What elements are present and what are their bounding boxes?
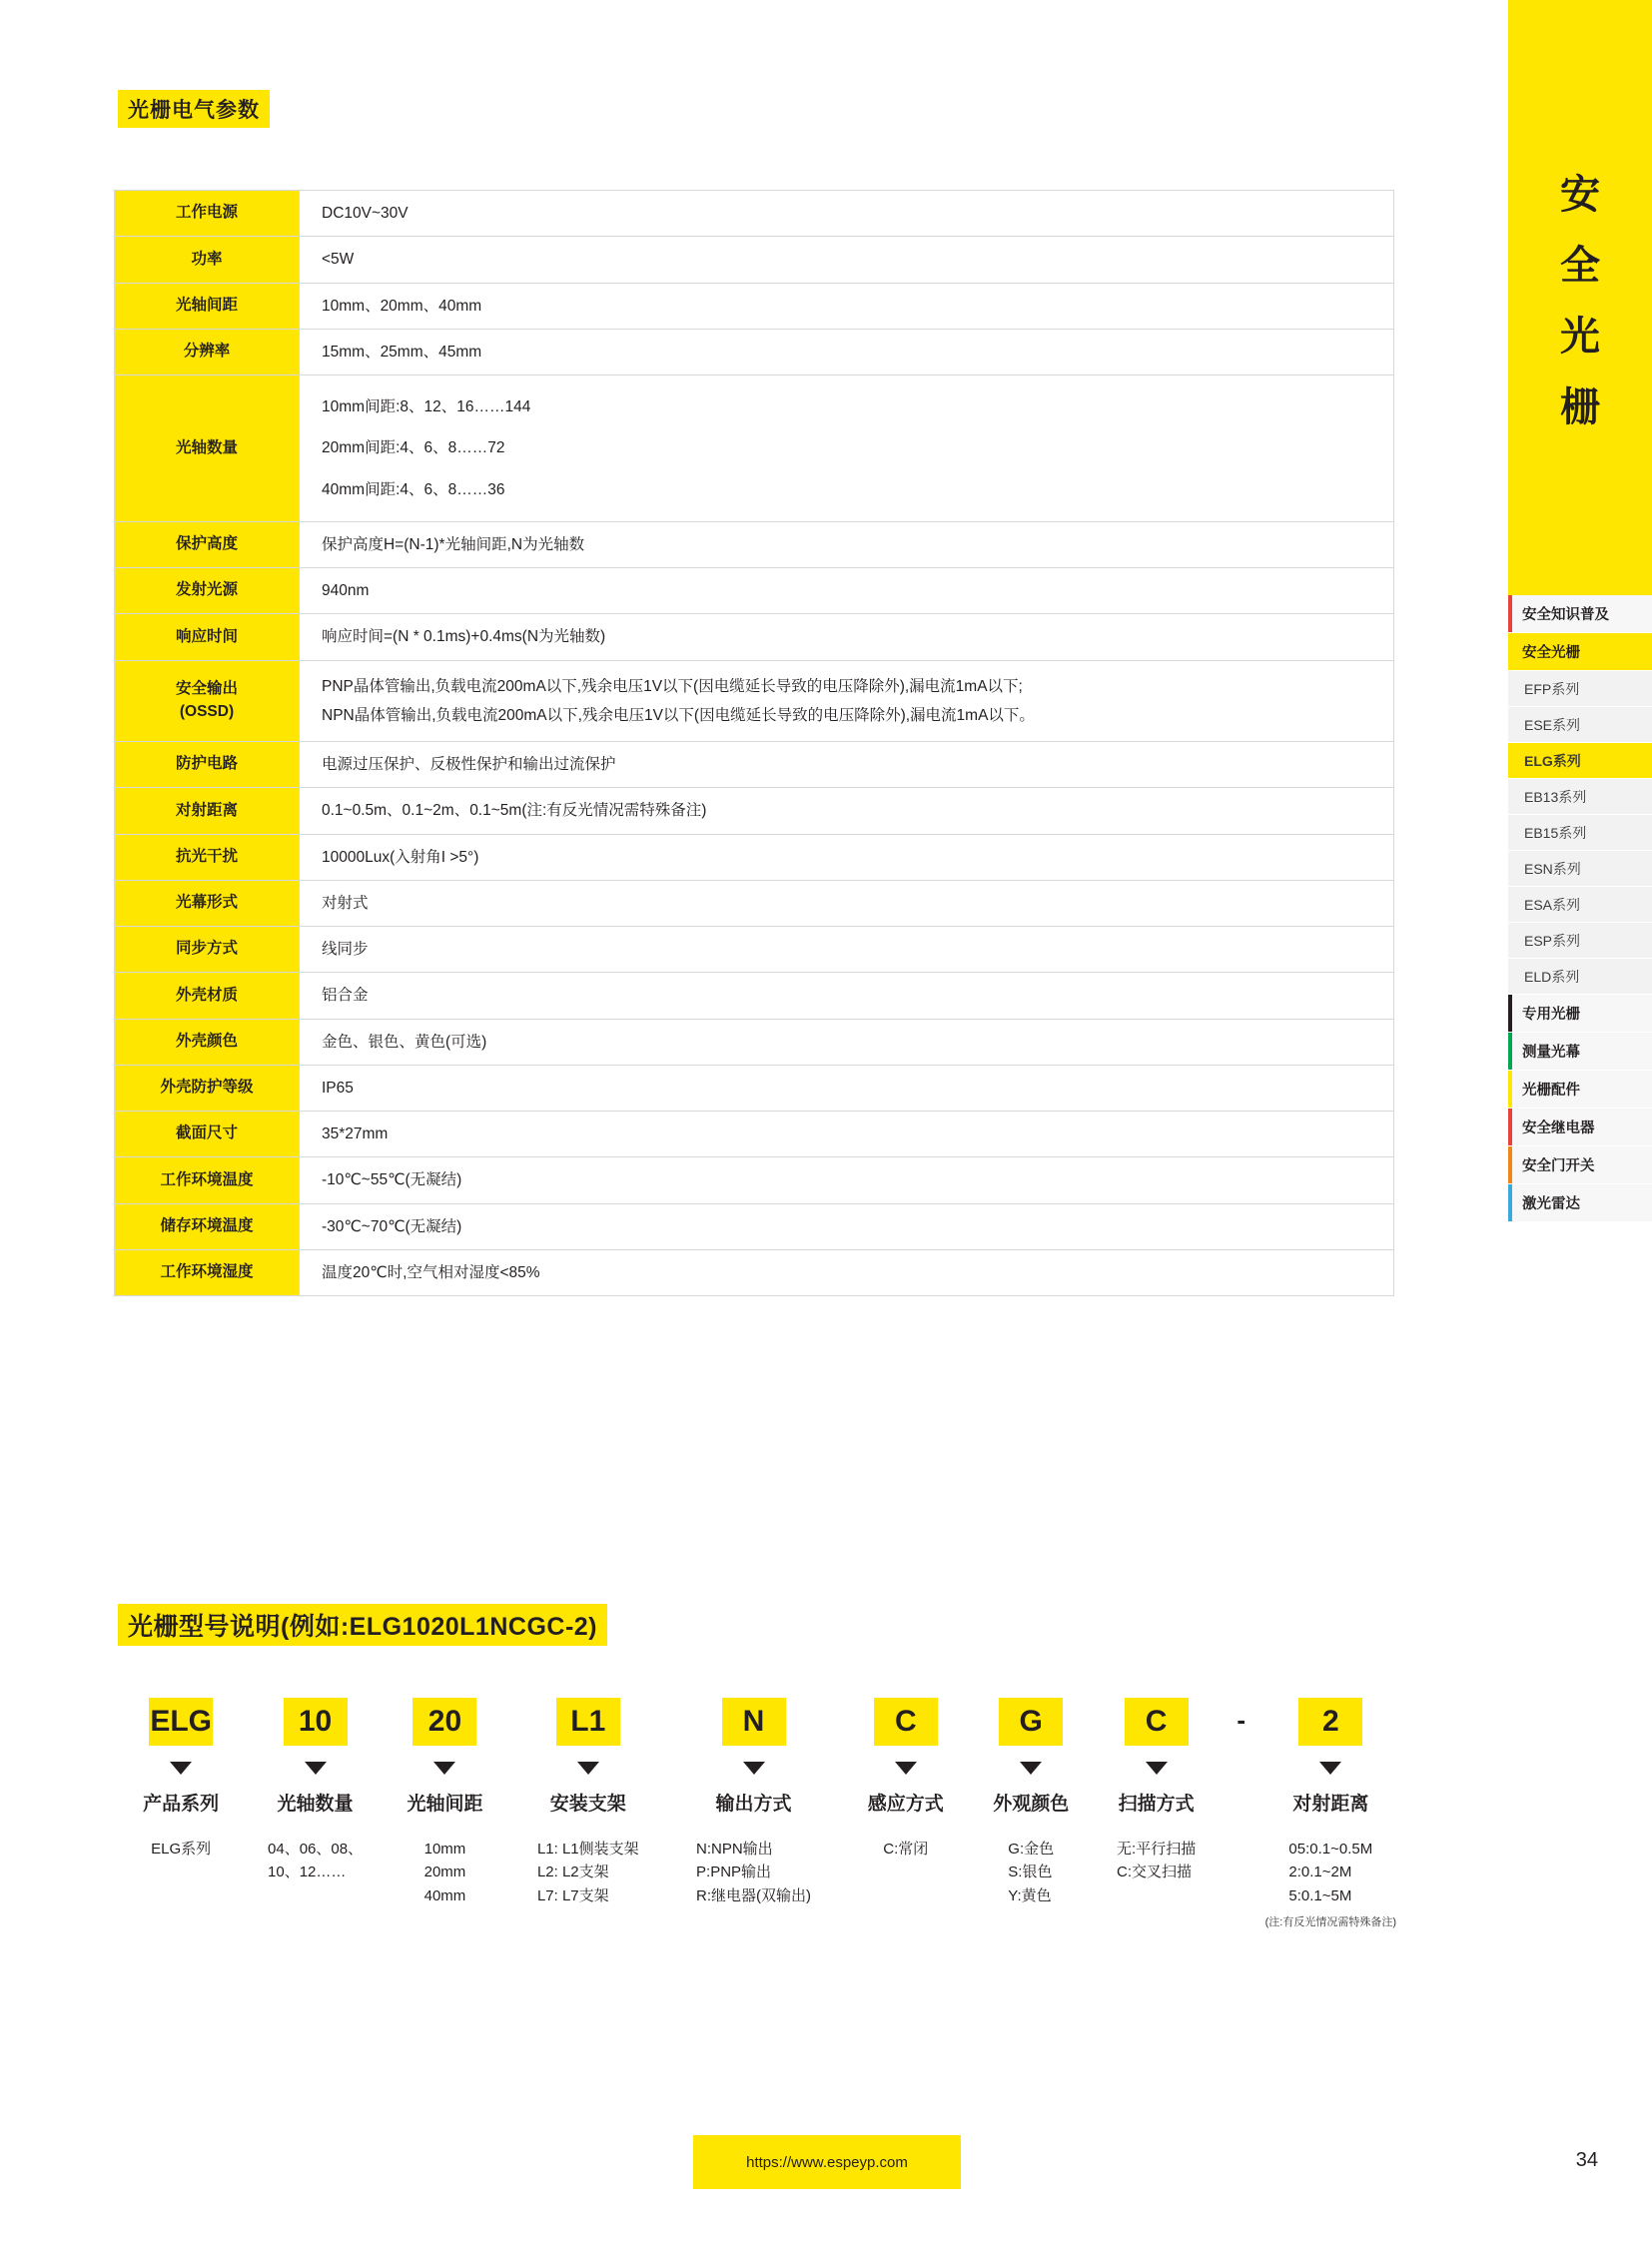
table-row	[115, 191, 1394, 237]
model-option-line: G:金色	[1008, 1841, 1055, 1858]
spec-value-line: IP65	[322, 1079, 354, 1097]
table-row	[115, 375, 1394, 522]
model-option-line: 10mm	[423, 1841, 466, 1858]
model-code-chip: C	[1125, 1698, 1189, 1746]
model-segment-options	[537, 1838, 639, 1907]
table-row	[115, 237, 1394, 283]
spec-key-line: 外壳防护等级	[160, 1079, 254, 1097]
spec-key	[115, 788, 300, 834]
spec-key-line: 抗光干扰	[175, 847, 238, 865]
table-row	[115, 329, 1394, 374]
sidebar-item-10[interactable]	[1508, 959, 1652, 995]
sidebar-title-char-1: 安	[1560, 173, 1600, 217]
model-option-line: 04、06、08、	[268, 1841, 364, 1858]
model-option-note: (注:有反光情况需特殊备注)	[1264, 1915, 1397, 1928]
spec-value-line: 40mm间距:4、6、8……36	[322, 480, 505, 498]
model-segment-label: 安装支架	[549, 1794, 626, 1815]
model-segment-options	[1288, 1838, 1372, 1907]
spec-key	[115, 1019, 300, 1065]
table-row	[115, 660, 1394, 742]
sidebar-item-9[interactable]	[1508, 923, 1652, 959]
model-segment-options	[424, 1838, 466, 1907]
spec-key	[115, 237, 300, 283]
spec-key-line: 光轴间距	[175, 296, 238, 314]
spec-value	[300, 329, 1394, 374]
spec-key-line: 储存环境温度	[160, 1216, 254, 1234]
model-segment-label: 感应方式	[867, 1794, 944, 1815]
model-code-chip: L1	[556, 1698, 620, 1746]
table-row	[115, 1249, 1394, 1295]
model-option-line: 40mm	[423, 1886, 466, 1904]
sidebar-item-accent-bar	[1508, 959, 1512, 994]
table-row	[115, 834, 1394, 880]
footer-url[interactable]: https://www.espeyp.com	[746, 2153, 908, 2171]
sidebar-item-accent-bar	[1508, 1146, 1512, 1183]
model-option-line: C:常闭	[883, 1841, 929, 1858]
sidebar-item-0[interactable]	[1508, 595, 1652, 633]
sidebar-item-15[interactable]	[1508, 1146, 1652, 1184]
sidebar-item-3[interactable]	[1508, 707, 1652, 743]
model-segment-7	[1089, 1698, 1223, 1884]
spec-value-line: 铝合金	[322, 987, 369, 1005]
model-segment-3	[507, 1698, 668, 1907]
model-segment-options	[268, 1838, 363, 1884]
model-segment-4	[668, 1698, 838, 1907]
model-segment-label: 扫描方式	[1118, 1794, 1195, 1815]
spec-key	[115, 329, 300, 374]
model-option-line: L7: L7支架	[536, 1886, 609, 1904]
sidebar-item-label: 激光雷达	[1522, 1196, 1580, 1212]
model-code-chip: C	[874, 1698, 938, 1746]
spec-key	[115, 568, 300, 614]
sidebar-item-accent-bar	[1508, 743, 1512, 778]
sidebar-title-char-2: 全	[1560, 244, 1600, 288]
model-option-line: 2:0.1~2M	[1288, 1864, 1352, 1881]
sidebar-item-label: 安全知识普及	[1522, 607, 1609, 623]
model-code-chip: ELG	[149, 1698, 213, 1746]
sidebar-vertical-title	[1508, 0, 1652, 595]
spec-value-line: PNP晶体管输出,负载电流200mA以下,残余电压1V以下(因电缆延长导致的电压降除外),漏电流1mA以下;	[322, 677, 1023, 695]
model-segment-label: 光轴数量	[277, 1794, 354, 1815]
model-segment-options	[1008, 1838, 1054, 1907]
spec-key-line: 光轴数量	[175, 438, 238, 456]
spec-value	[300, 375, 1394, 522]
spec-value-line: 20mm间距:4、6、8……72	[322, 439, 505, 457]
table-row	[115, 1157, 1394, 1203]
spec-value	[300, 1157, 1394, 1203]
table-row	[115, 973, 1394, 1019]
model-segment-label: 产品系列	[143, 1794, 220, 1815]
spec-key-line: 对射距离	[175, 801, 238, 819]
spec-value-line: DC10V~30V	[322, 205, 409, 222]
model-segment-label: 输出方式	[715, 1794, 792, 1815]
spec-value-line: -30℃~70℃(无凝结)	[322, 1217, 462, 1235]
table-row	[115, 788, 1394, 834]
sidebar-item-label: ESP系列	[1524, 932, 1581, 949]
table-row	[115, 521, 1394, 567]
chevron-down-icon	[170, 1762, 192, 1775]
model-code-chip: -	[1237, 1705, 1246, 1735]
spec-value-line: <5W	[322, 251, 355, 269]
model-option-line: Y:黄色	[1008, 1886, 1052, 1904]
spec-key-line: 响应时间	[175, 627, 238, 645]
spec-key	[115, 1065, 300, 1111]
model-option-line: 无:平行扫描	[1117, 1841, 1197, 1858]
spec-value	[300, 237, 1394, 283]
sidebar-item-accent-bar	[1508, 851, 1512, 886]
model-option-line: L1: L1侧装支架	[536, 1841, 639, 1858]
model-option-line: C:交叉扫描	[1117, 1864, 1193, 1881]
model-breakdown	[114, 1698, 1402, 1929]
sidebar-item-accent-bar	[1508, 779, 1512, 814]
page-title-electrical-params: 光栅电气参数	[118, 90, 270, 128]
sidebar-item-12[interactable]	[1508, 1033, 1652, 1071]
sidebar-item-label: ESN系列	[1524, 860, 1581, 877]
spec-key	[115, 1249, 300, 1295]
spec-key	[115, 834, 300, 880]
spec-key-line: 同步方式	[175, 940, 238, 958]
sidebar-item-accent-bar	[1508, 815, 1512, 850]
spec-value	[300, 660, 1394, 742]
spec-key	[115, 191, 300, 237]
spec-key-line: 保护高度	[175, 535, 238, 553]
model-segment-2	[383, 1698, 507, 1907]
spec-value	[300, 742, 1394, 788]
model-option-line: 5:0.1~5M	[1288, 1886, 1352, 1904]
sidebar-item-label: 安全光栅	[1522, 645, 1580, 661]
spec-value-line: 电源过压保护、反极性保护和输出过流保护	[322, 756, 616, 773]
sidebar-item-label: 测量光幕	[1522, 1045, 1580, 1061]
spec-value-line: 940nm	[322, 582, 370, 599]
sidebar-item-accent-bar	[1508, 671, 1512, 706]
sidebar-item-14[interactable]	[1508, 1109, 1652, 1146]
spec-value-line: 金色、银色、黄色(可选)	[322, 1033, 487, 1051]
model-segment-6	[973, 1698, 1089, 1907]
spec-value	[300, 927, 1394, 973]
sidebar-item-2[interactable]	[1508, 671, 1652, 707]
table-row	[115, 1112, 1394, 1157]
spec-value	[300, 1019, 1394, 1065]
sidebar-item-label: 专用光栅	[1522, 1007, 1580, 1023]
model-option-line: P:PNP输出	[696, 1864, 772, 1881]
model-option-line: L2: L2支架	[536, 1864, 609, 1881]
spec-key-line: 分辨率	[183, 343, 231, 361]
spec-key-line: 外壳颜色	[175, 1032, 238, 1050]
chevron-down-icon	[305, 1762, 327, 1775]
spec-value-line: -10℃~55℃(无凝结)	[322, 1171, 462, 1189]
spec-key-line: 截面尺寸	[175, 1124, 238, 1142]
sidebar-title-char-4: 栅	[1560, 385, 1600, 429]
model-segment-options	[696, 1838, 811, 1907]
table-row	[115, 742, 1394, 788]
spec-value	[300, 283, 1394, 329]
model-segment-options	[151, 1838, 211, 1861]
spec-value-line: 10000Lux(入射角I >5°)	[322, 848, 479, 866]
spec-value	[300, 1203, 1394, 1249]
model-segment-5	[839, 1698, 973, 1861]
table-row	[115, 568, 1394, 614]
chevron-down-icon	[433, 1762, 455, 1775]
model-segment-0	[114, 1698, 248, 1861]
model-segment-label: 外观颜色	[993, 1794, 1070, 1815]
sidebar-item-accent-bar	[1508, 1109, 1512, 1145]
sidebar-item-accent-bar	[1508, 995, 1512, 1032]
spec-value	[300, 521, 1394, 567]
sidebar-item-label: EB15系列	[1524, 824, 1587, 841]
spec-value	[300, 1249, 1394, 1295]
sidebar-item-accent-bar	[1508, 1184, 1512, 1221]
spec-key	[115, 973, 300, 1019]
sidebar-item-label: 光栅配件	[1522, 1083, 1580, 1099]
spec-key-line: 工作电源	[175, 204, 238, 222]
chevron-down-icon	[577, 1762, 599, 1775]
spec-key-line: 安全输出	[175, 680, 238, 698]
spec-value-line: 15mm、25mm、45mm	[322, 343, 482, 361]
spec-value-line: 10mm间距:8、12、16……144	[322, 398, 531, 415]
sidebar-item-label: 安全继电器	[1522, 1120, 1595, 1136]
model-code-chip: 20	[413, 1698, 476, 1746]
model-option-line: 05:0.1~0.5M	[1288, 1841, 1373, 1858]
sidebar-item-7[interactable]	[1508, 851, 1652, 887]
sidebar-item-16[interactable]	[1508, 1184, 1652, 1222]
spec-key	[115, 614, 300, 660]
model-option-line: ELG系列	[151, 1841, 212, 1858]
sidebar-title-char-3: 光	[1560, 315, 1600, 359]
spec-key-line: 光幕形式	[175, 894, 238, 912]
spec-key-line: 防护电路	[175, 755, 238, 773]
chevron-down-icon	[743, 1762, 765, 1775]
spec-value	[300, 568, 1394, 614]
model-code-chip: 2	[1298, 1698, 1362, 1746]
sidebar-item-label: 安全门开关	[1522, 1158, 1595, 1174]
spec-value-line: NPN晶体管输出,负载电流200mA以下,残余电压1V以下(因电缆延长导致的电压降除外),漏电流1mA以下。	[322, 706, 1035, 724]
spec-value-line: 对射式	[322, 894, 369, 912]
sidebar-item-label: EFP系列	[1524, 680, 1580, 697]
sidebar-item-accent-bar	[1508, 1033, 1512, 1070]
model-code-chip: N	[722, 1698, 786, 1746]
sidebar-item-4[interactable]	[1508, 743, 1652, 779]
spec-key	[115, 660, 300, 742]
spec-key-line: 工作环境温度	[160, 1170, 254, 1188]
sidebar-item-5[interactable]	[1508, 779, 1652, 815]
spec-value-line: 温度20℃时,空气相对湿度<85%	[322, 1263, 540, 1281]
table-row	[115, 1203, 1394, 1249]
sidebar-item-8[interactable]	[1508, 887, 1652, 923]
spec-key-line: 外壳材质	[175, 986, 238, 1004]
spec-value	[300, 880, 1394, 926]
model-code-chip: 10	[284, 1698, 348, 1746]
spec-key-line: (OSSD)	[179, 702, 235, 720]
spec-value	[300, 973, 1394, 1019]
chevron-down-icon	[1020, 1762, 1042, 1775]
model-option-line: 10、12……	[268, 1864, 347, 1881]
spec-value-line: 线同步	[322, 941, 369, 958]
spec-key	[115, 283, 300, 329]
spec-value-line: 保护高度H=(N-1)*光轴间距,N为光轴数	[322, 535, 585, 553]
spec-value-line: 响应时间=(N * 0.1ms)+0.4ms(N为光轴数)	[322, 628, 606, 646]
model-option-line: R:继电器(双输出)	[696, 1886, 812, 1904]
model-segment-8	[1224, 1698, 1259, 1743]
sidebar-item-label: ESE系列	[1524, 716, 1581, 733]
model-segment-1	[248, 1698, 382, 1884]
chevron-down-icon	[1319, 1762, 1341, 1775]
model-option-line: S:银色	[1008, 1864, 1053, 1881]
chevron-down-icon	[1146, 1762, 1168, 1775]
spec-key	[115, 927, 300, 973]
model-segment-label: 对射距离	[1292, 1794, 1369, 1815]
spec-key	[115, 1112, 300, 1157]
table-row	[115, 927, 1394, 973]
model-segment-options	[1117, 1838, 1196, 1884]
spec-key	[115, 1203, 300, 1249]
sidebar-item-1[interactable]	[1508, 633, 1652, 671]
spec-value-line: 35*27mm	[322, 1125, 389, 1142]
table-row	[115, 1019, 1394, 1065]
spec-value	[300, 191, 1394, 237]
spec-key-line: 功率	[191, 250, 223, 268]
sidebar-item-label: ELD系列	[1524, 968, 1580, 985]
sidebar-item-11[interactable]	[1508, 995, 1652, 1033]
model-segment-options	[883, 1838, 928, 1861]
spec-value	[300, 1065, 1394, 1111]
spec-key-line: 发射光源	[175, 581, 238, 599]
page-number: 34	[1575, 2149, 1598, 2171]
spec-value	[300, 1112, 1394, 1157]
sidebar-item-label: EB13系列	[1524, 788, 1587, 805]
sidebar-item-accent-bar	[1508, 633, 1512, 670]
spec-key	[115, 521, 300, 567]
table-row	[115, 880, 1394, 926]
spec-key	[115, 1157, 300, 1203]
model-segment-9	[1259, 1698, 1402, 1929]
sidebar-item-accent-bar	[1508, 595, 1512, 632]
spec-key	[115, 375, 300, 522]
sidebar-item-accent-bar	[1508, 887, 1512, 922]
table-row	[115, 1065, 1394, 1111]
sidebar-item-accent-bar	[1508, 1071, 1512, 1108]
model-option-line: N:NPN输出	[696, 1841, 773, 1858]
spec-key-line: 工作环境湿度	[160, 1263, 254, 1281]
sidebar-item-accent-bar	[1508, 923, 1512, 958]
spec-key	[115, 880, 300, 926]
spec-table	[114, 190, 1394, 1296]
sidebar-item-label: ESA系列	[1524, 896, 1581, 913]
spec-value	[300, 834, 1394, 880]
sidebar-item-accent-bar	[1508, 707, 1512, 742]
model-segment-label: 光轴间距	[407, 1794, 483, 1815]
spec-value-line: 0.1~0.5m、0.1~2m、0.1~5m(注:有反光情况需特殊备注)	[322, 802, 707, 820]
spec-value-line: 10mm、20mm、40mm	[322, 297, 482, 315]
sidebar-item-6[interactable]	[1508, 815, 1652, 851]
spec-value	[300, 614, 1394, 660]
table-row	[115, 283, 1394, 329]
spec-value	[300, 788, 1394, 834]
sidebar-item-13[interactable]	[1508, 1071, 1652, 1109]
sidebar-item-label: ELG系列	[1524, 752, 1581, 769]
chevron-down-icon	[895, 1762, 917, 1775]
model-code-chip: G	[999, 1698, 1063, 1746]
model-option-line: 20mm	[423, 1864, 466, 1881]
sidebar-nav	[1508, 595, 1652, 1222]
table-row	[115, 614, 1394, 660]
spec-key	[115, 742, 300, 788]
page-title-model-explanation: 光栅型号说明(例如:ELG1020L1NCGC-2)	[118, 1604, 607, 1646]
